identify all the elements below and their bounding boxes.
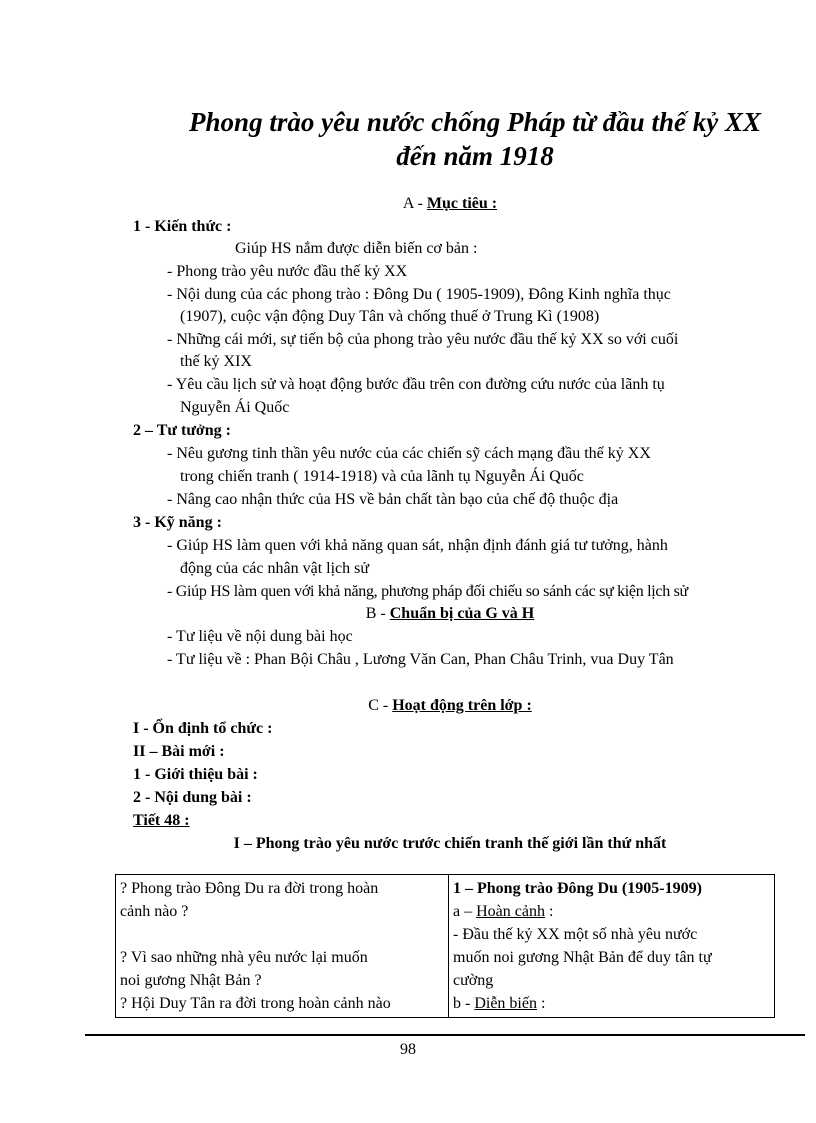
answer-line: cường: [453, 972, 494, 989]
footer-rule: [85, 1034, 805, 1036]
ideology-item-cont: trong chiến tranh ( 1914-1918) và của lãnh tụ Nguyễn Ái Quốc: [180, 468, 584, 485]
activity-item: II – Bài mới :: [133, 743, 225, 760]
knowledge-item: - Yêu cầu lịch sử và hoạt động bước đầu trên con đường cứu nước của lãnh tụ: [167, 376, 665, 393]
questions-cell: [116, 875, 449, 1018]
section-subheading: I – Phong trào yêu nước trước chiến tranh thế giới lần thứ nhất: [233, 835, 667, 852]
skills-item-cont: động của các nhân vật lịch sử: [180, 560, 370, 577]
question-line: cảnh nào ?: [120, 903, 189, 920]
answers-cell: [449, 875, 775, 1018]
question-line: ? Hội Duy Tân ra đời trong hoàn cảnh nào: [120, 995, 391, 1012]
knowledge-item-cont: Nguyễn Ái Quốc: [180, 399, 290, 416]
ideology-heading: 2 – Tư tưởng :: [133, 422, 231, 439]
question-line: ? Phong trào Đông Du ra đời trong hoàn: [120, 880, 379, 897]
prep-item: - Tư liệu về : Phan Bội Châu , Lương Văn Can, Phan Châu Trinh, vua Duy Tân: [167, 651, 674, 668]
answer-line: muốn noi gương Nhật Bản để duy tân tự: [453, 949, 712, 966]
content-table: [115, 874, 775, 1018]
knowledge-item: - Nội dung của các phong trào : Đông Du ( 1905-1909), Đông Kinh nghĩa thục: [167, 286, 671, 303]
activity-item: 2 - Nội dung bài :: [133, 789, 252, 806]
knowledge-item: - Những cái mới, sự tiến bộ của phong trào yêu nước đầu thế kỷ XX so với cuối: [167, 331, 679, 348]
section-b-heading: B - Chuẩn bị của G và H: [365, 605, 535, 622]
activity-item: 1 - Giới thiệu bài :: [133, 766, 258, 783]
answer-subheading: b - Diễn biến :: [453, 995, 546, 1012]
knowledge-heading: 1 - Kiến thức :: [133, 218, 232, 235]
question-blank: [120, 923, 444, 946]
section-c-heading: C - Hoạt động trên lớp :: [368, 697, 532, 714]
prep-item: - Tư liệu về nội dung bài học: [167, 628, 353, 645]
ideology-item: - Nêu gương tinh thần yêu nước của các chiến sỹ cách mạng đầu thế kỷ XX: [167, 445, 651, 462]
knowledge-item: - Phong trào yêu nước đầu thế kỷ XX: [167, 263, 408, 280]
page-number: 98: [400, 1041, 416, 1058]
question-line: noi gương Nhật Bản ?: [120, 972, 262, 989]
knowledge-item-cont: (1907), cuộc vận động Duy Tân và chống thuế ở Trung Kì (1908): [180, 308, 600, 325]
question-line: ? Vì sao những nhà yêu nước lại muốn: [120, 949, 368, 966]
section-a-heading: A - Mục tiêu :: [402, 195, 498, 212]
knowledge-intro: Giúp HS nắm được diễn biến cơ bản :: [235, 240, 478, 257]
skills-heading: 3 - Kỹ năng :: [133, 514, 222, 531]
page-title-line2: đến năm 1918: [396, 141, 554, 171]
answer-title: 1 – Phong trào Đông Du (1905-1909): [453, 880, 702, 897]
page-title: Phong trào yêu nước chống Pháp từ đầu thế kỷ XX: [189, 107, 761, 137]
table-row: [116, 875, 775, 1018]
knowledge-item-cont: thế kỷ XIX: [180, 353, 252, 370]
answer-line: - Đầu thế kỷ XX một số nhà yêu nước: [453, 926, 698, 943]
skills-item: - Giúp HS làm quen với khả năng quan sát, nhận định đánh giá tư tưởng, hành: [167, 537, 668, 554]
lesson-label: Tiết 48 :: [133, 812, 190, 829]
activity-item: I - Ổn định tổ chức :: [133, 720, 273, 737]
skills-item: - Giúp HS làm quen với khả năng, phương pháp đối chiếu so sánh các sự kiện lịch sử: [167, 583, 688, 600]
answer-subheading: a – Hoàn cảnh :: [453, 903, 554, 920]
ideology-item: - Nâng cao nhận thức của HS về bản chất tàn bạo của chế độ thuộc địa: [167, 491, 619, 508]
